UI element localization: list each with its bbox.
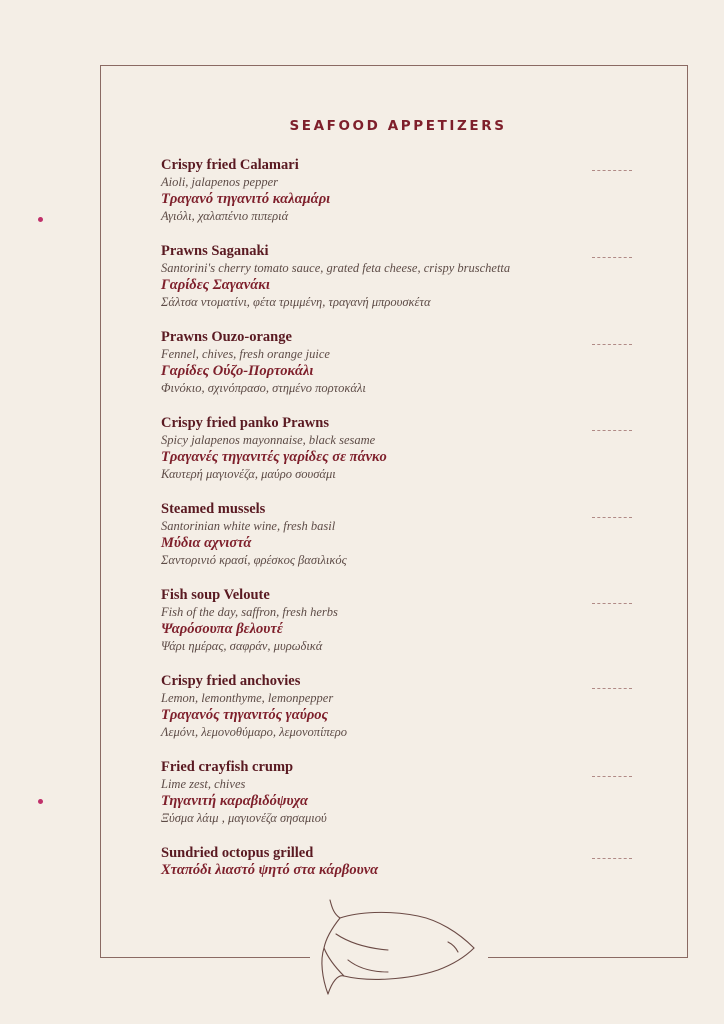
fish-illustration-icon [318, 898, 478, 998]
menu-item-mussels [161, 501, 581, 569]
item-name-en: Fish soup Veloute [161, 587, 270, 603]
menu-item-anchovies [161, 673, 581, 741]
item-name-gr: Τραγανό τηγανιτό καλαμάρι [161, 191, 331, 207]
item-name-en: Steamed mussels [161, 501, 266, 517]
item-desc-en: Lime zest, chives [161, 777, 246, 791]
item-desc-en: Fennel, chives, fresh orange juice [161, 347, 330, 361]
item-name-gr: Τραγανές τηγανιτές γαρίδες σε πάνκο [161, 449, 387, 465]
item-desc-gr: Καυτερή μαγιονέζα, μαύρο σουσάμι [161, 467, 336, 481]
item-desc-gr: Ξύσμα λάιμ , μαγιονέζα σησαμιού [161, 811, 327, 825]
item-desc-gr: Φινόκιο, σχινόπρασο, στημένο πορτοκάλι [161, 381, 366, 395]
item-name-en: Sundried octopus grilled [161, 845, 314, 861]
price-placeholder [592, 776, 632, 777]
item-desc-gr: Σαντορινιό κρασί, φρέσκος βασιλικός [161, 553, 347, 567]
menu-item-calamari [161, 157, 581, 225]
item-name-en: Crispy fried Calamari [161, 157, 299, 173]
menu-title: SEAFOOD APPETIZERS [289, 118, 507, 134]
price-placeholder [592, 688, 632, 689]
item-name-en: Crispy fried panko Prawns [161, 415, 329, 431]
menu-item-prawns-saganaki [161, 243, 581, 311]
menu-item-octopus [161, 845, 581, 879]
item-name-gr: Χταπόδι λιαστό ψητό στα κάρβουνα [161, 862, 379, 878]
pink-dot [38, 799, 43, 804]
item-desc-gr: Αγιόλι, χαλαπένιο πιπεριά [161, 209, 289, 223]
item-desc-en: Spicy jalapenos mayonnaise, black sesame [161, 433, 376, 447]
item-desc-en: Santorinian white wine, fresh basil [161, 519, 336, 533]
item-name-gr: Τραγανός τηγανιτός γαύρος [161, 707, 328, 723]
item-name-en: Crispy fried anchovies [161, 673, 301, 689]
menu-item-prawns-ouzo [161, 329, 581, 397]
item-name-en: Fried crayfish crump [161, 759, 294, 775]
pink-dot [38, 217, 43, 222]
menu-item-fish-soup [161, 587, 581, 655]
price-placeholder [592, 517, 632, 518]
item-name-gr: Ψαρόσουπα βελουτέ [161, 621, 283, 637]
price-placeholder [592, 257, 632, 258]
item-desc-en: Fish of the day, saffron, fresh herbs [161, 605, 338, 619]
price-placeholder [592, 603, 632, 604]
item-desc-en: Lemon, lemonthyme, lemonpepper [161, 691, 334, 705]
price-placeholder [592, 344, 632, 345]
menu-item-panko-prawns [161, 415, 581, 483]
price-placeholder [592, 858, 632, 859]
item-desc-gr: Λεμόνι, λεμονοθύμαρο, λεμονοπίπερο [161, 725, 347, 739]
item-name-gr: Γαρίδες Σαγανάκι [161, 277, 270, 293]
item-desc-gr: Ψάρι ημέρας, σαφράν, μυρωδικά [161, 639, 323, 653]
item-name-gr: Μύδια αχνιστά [161, 535, 252, 551]
item-desc-en: Santorini's cherry tomato sauce, grated feta cheese, crispy bruschetta [161, 261, 511, 275]
item-name-gr: Τηγανιτή καραβιδόψυχα [161, 793, 308, 809]
price-placeholder [592, 170, 632, 171]
item-desc-gr: Σάλτσα ντοματίνι, φέτα τριμμένη, τραγανή μπρουσκέτα [161, 295, 431, 309]
item-desc-en: Aioli, jalapenos pepper [161, 175, 278, 189]
item-name-gr: Γαρίδες Ούζο-Πορτοκάλι [161, 363, 314, 379]
menu-item-crayfish [161, 759, 581, 827]
item-name-en: Prawns Ouzo-orange [161, 329, 292, 345]
item-name-en: Prawns Saganaki [161, 243, 269, 259]
price-placeholder [592, 430, 632, 431]
